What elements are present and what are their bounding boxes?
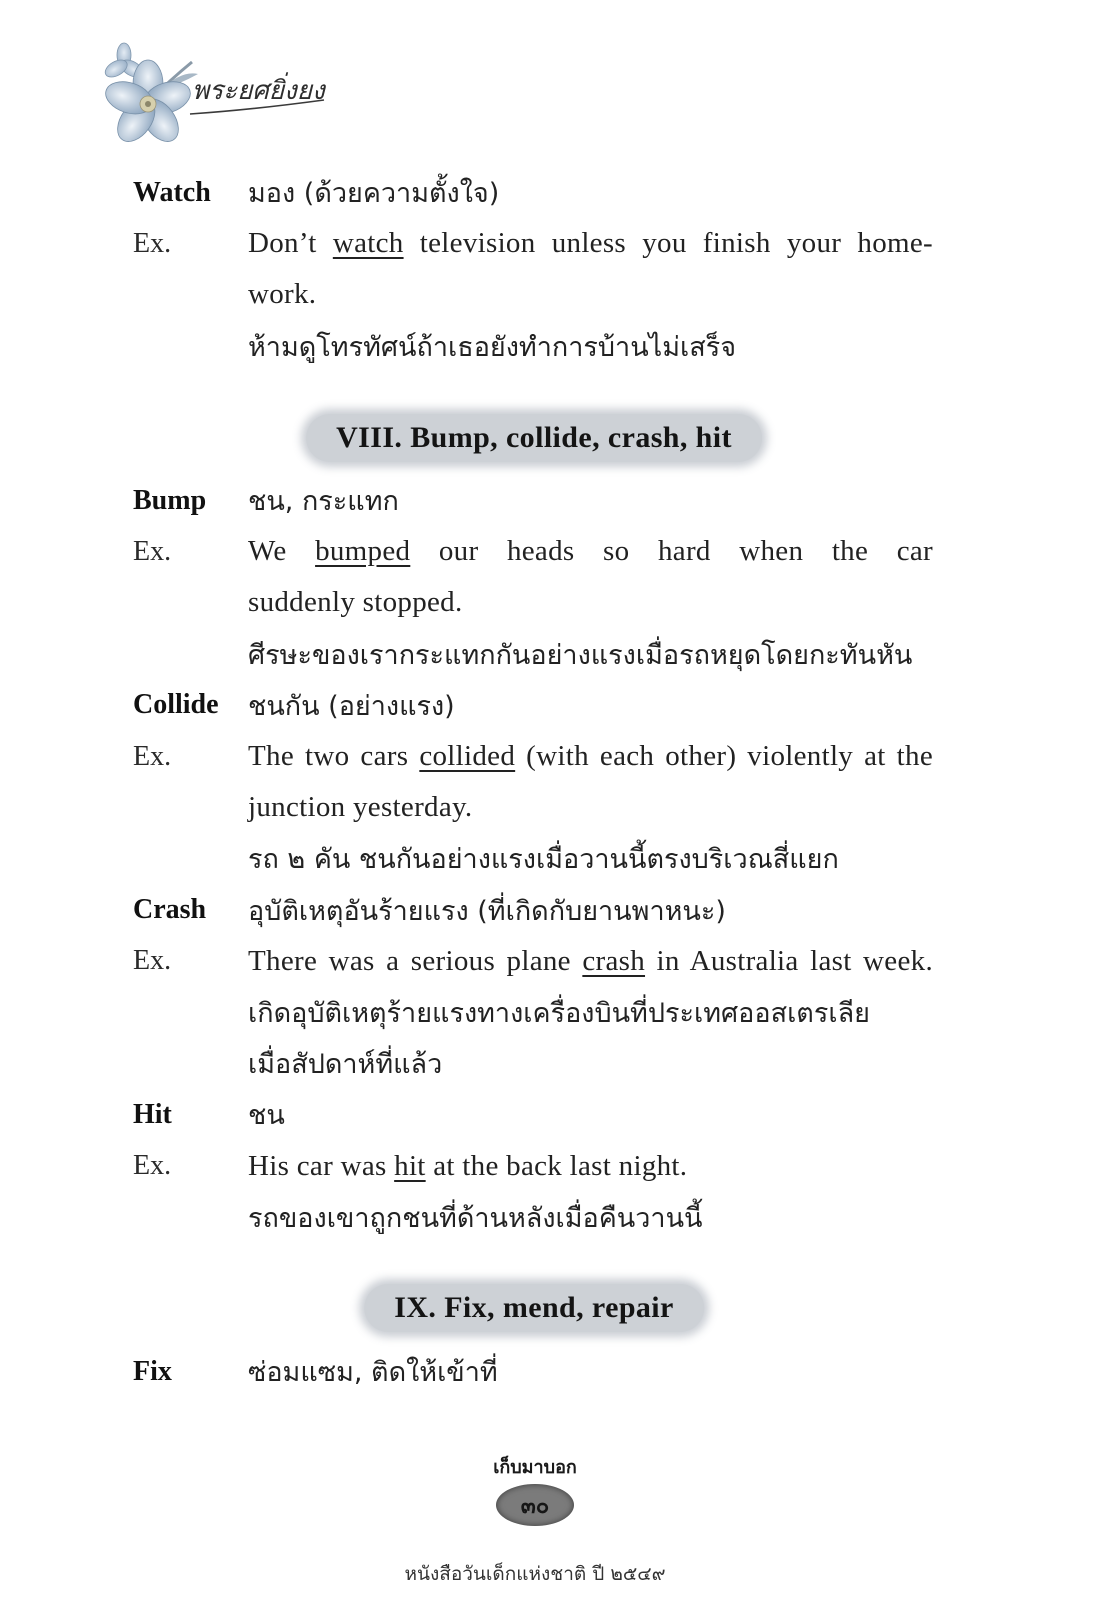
example-sentence [248, 1150, 933, 1183]
target-word: collided [419, 740, 516, 773]
target-word: crash [582, 944, 646, 977]
vocab-block-watch [133, 167, 933, 372]
example-sentence: work. [248, 278, 317, 311]
example-text: The two cars [248, 740, 420, 773]
example-label: Ex. [133, 740, 172, 772]
example-text: There was a serious plane [248, 944, 583, 977]
example-text: television unless you finish your home- [403, 227, 933, 260]
term-row [133, 1089, 933, 1140]
example-sentence [248, 227, 933, 260]
thai-translation: รถ ๒ คัน ชนกันอย่างแรงเมื่อวานนี้ตรงบริเวณสี่แยก [248, 844, 839, 876]
term: Bump [133, 484, 207, 516]
logo-title: พระยศยิ่งยง [192, 76, 325, 106]
term-row [133, 680, 933, 731]
term-row [133, 885, 933, 936]
target-word: hit [394, 1149, 426, 1182]
thai-translation: รถของเขาถูกชนที่ด้านหลังเมื่อคืนวานนี้ [248, 1202, 703, 1234]
example-row [133, 936, 933, 987]
term: Hit [133, 1098, 172, 1130]
translation-row [133, 987, 933, 1038]
example-label: Ex. [133, 227, 172, 259]
term-row [133, 167, 933, 218]
thai-translation: เมื่อสัปดาห์ที่แล้ว [248, 1049, 443, 1081]
vocab-block-ix [133, 1346, 933, 1397]
example-sentence [248, 740, 933, 773]
translation-row [133, 1038, 933, 1089]
example-text: Don’t [248, 227, 333, 260]
example-row [133, 526, 933, 577]
term-meaning: อุบัติเหตุอันร้ายแรง (ที่เกิดกับยานพาหนะ) [248, 895, 726, 927]
vocab-block-viii [133, 475, 933, 1243]
term: Collide [133, 689, 219, 721]
book-title: หนังสือวันเด็กแห่งชาติ ปี ๒๕๔๙ [404, 1563, 666, 1585]
term-row [133, 475, 933, 526]
example-text: in Australia last week. [645, 944, 933, 977]
example-label: Ex. [133, 535, 172, 567]
page-number: ๓๐ [520, 1493, 550, 1519]
translation-row [133, 833, 933, 884]
example-text: We [248, 535, 316, 568]
example-row [133, 218, 933, 269]
example-text: at the back last night. [425, 1149, 688, 1182]
thai-translation: ห้ามดูโทรทัศน์ถ้าเธอยังทำการบ้านไม่เสร็จ [248, 331, 737, 363]
example-sentence [248, 945, 933, 978]
example-text: (with each other) violently at the [515, 740, 933, 773]
thai-translation: ศีรษะของเรากระแทกกันอย่างแรงเมื่อรถหยุดโดยกะทันหัน [248, 639, 913, 671]
term-meaning: ชนกัน (อย่างแรง) [248, 690, 455, 722]
target-word: bumped [315, 535, 411, 568]
translation-row [133, 1192, 933, 1243]
target-word: watch [332, 227, 404, 260]
header-logo [100, 40, 340, 150]
example-text: His car was [248, 1149, 395, 1182]
translation-row [133, 629, 933, 680]
page-number-badge [496, 1484, 574, 1526]
term-row [133, 1346, 933, 1397]
example-sentence: suddenly stopped. [248, 586, 463, 619]
term-meaning: ซ่อมแซม, ติดให้เข้าที่ [248, 1357, 498, 1389]
term-meaning: ชน [248, 1100, 285, 1132]
term: Watch [133, 176, 211, 208]
example-continuation-row [133, 782, 933, 833]
term: Fix [133, 1355, 172, 1387]
example-label: Ex. [133, 1150, 172, 1182]
example-continuation-row [133, 577, 933, 628]
section-heading: VIII. Bump, collide, crash, hit [306, 414, 762, 462]
example-label: Ex. [133, 945, 172, 977]
term-meaning: ชน, กระแทก [248, 486, 399, 518]
section-heading: IX. Fix, mend, repair [364, 1284, 704, 1332]
term: Crash [133, 894, 207, 926]
thai-translation: เกิดอุบัติเหตุร้ายแรงทางเครื่องบินที่ประเทศออสเตรเลีย [248, 997, 870, 1029]
column-title: เก็บมาบอก [493, 1457, 577, 1478]
example-continuation-row [133, 269, 933, 320]
example-row [133, 731, 933, 782]
term-meaning: มอง (ด้วยความตั้งใจ) [248, 178, 500, 210]
example-row [133, 1140, 933, 1191]
example-sentence [248, 535, 933, 568]
example-text: our heads so hard when the car [410, 535, 933, 568]
example-sentence: junction yesterday. [248, 791, 473, 824]
translation-row [133, 321, 933, 372]
